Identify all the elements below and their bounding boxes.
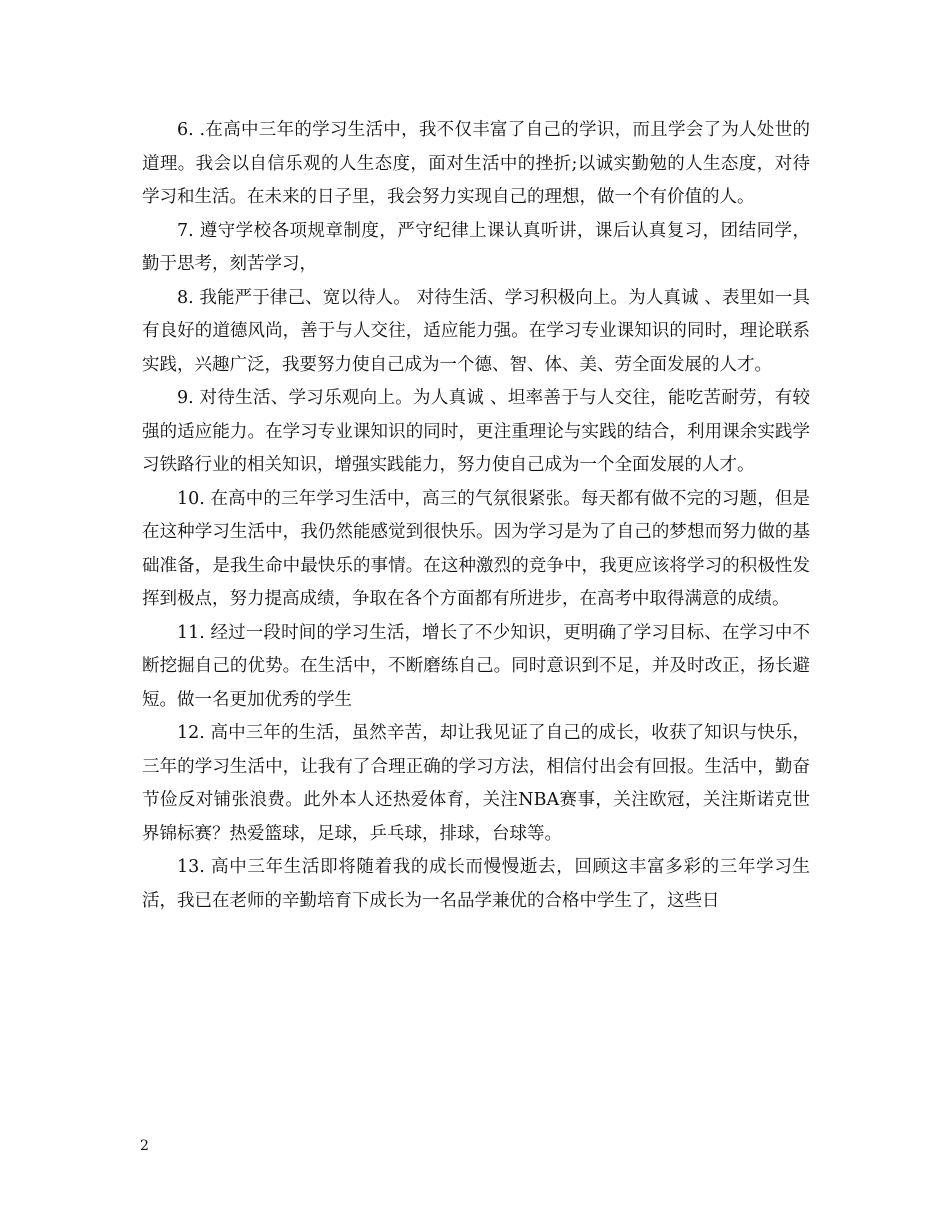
paragraph-6: 6. .在高中三年的学习生活中，我不仅丰富了自己的学识，而且学会了为人处世的道理。我会以自信乐观的人生态度，面对生活中的挫折;以诚实勤勉的人生态度，对待学习和生活。在未来的日子里，我会努力实现自己的理想，做一个有价值的人。 [142, 120, 810, 207]
paragraph-13: 13. 高中三年生活即将随着我的成长而慢慢逝去，回顾这丰富多彩的三年学习生活，我已在老师的辛勤培育下成长为一名品学兼优的合格中学生了，这些日 [142, 857, 810, 911]
paragraph-12: 12. 高中三年的生活，虽然辛苦，却让我见证了自己的成长，收获了知识与快乐，三年的学习生活中，让我有了合理正确的学习方法，相信付出会有回报。生活中，勤奋节俭反对铺张浪费。此外本人还热爱体育，关注NBA赛事，关注欧冠，关注斯诺克世界锦标赛？热爱篮球，足球，乒乓球，排球，台球等。 [142, 723, 810, 844]
page-number: 2 [140, 1138, 149, 1154]
paragraph-7: 7. 遵守学校各项规章制度，严守纪律上课认真听讲，课后认真复习，团结同学，勤于思考，刻苦学习， [142, 220, 810, 274]
paragraph-11: 11. 经过一段时间的学习生活，增长了不少知识，更明确了学习目标、在学习中不断挖掘自己的优势。在生活中，不断磨练自己。同时意识到不足，并及时改正，扬长避短。做一名更加优秀的学生 [142, 622, 810, 710]
paragraph-10: 10. 在高中的三年学习生活中，高三的气氛很紧张。每天都有做不完的习题，但是在这种学习生活中，我仍然能感觉到很快乐。因为学习是为了自己的梦想而努力做的基础准备，是我生命中最快乐的事情。在这种激烈的竞争中，我更应该将学习的积极性发挥到极点，努力提高成绩，争取在各个方面都有所进步，在高考中取得满意的成绩。 [142, 488, 810, 609]
paragraph-9: 9. 对待生活、学习乐观向上。为人真诚 、坦率善于与人交往，能吃苦耐劳，有较强的适应能力。在学习专业课知识的同时，更注重理论与实践的结合，利用课余实践学习铁路行业的相关知识，增强实践能力，努力使自己成为一个全面发展的人才。 [142, 388, 810, 475]
paragraph-8: 8. 我能严于律己、宽以待人。 对待生活、学习积极向上。为人真诚 、表里如一具有良好的道德风尚，善于与人交往，适应能力强。在学习专业课知识的同时，理论联系实践，兴趣广泛，我要努力使自己成为一个德、智、体、美、劳全面发展的人才。 [142, 287, 810, 375]
document-body [142, 114, 810, 918]
